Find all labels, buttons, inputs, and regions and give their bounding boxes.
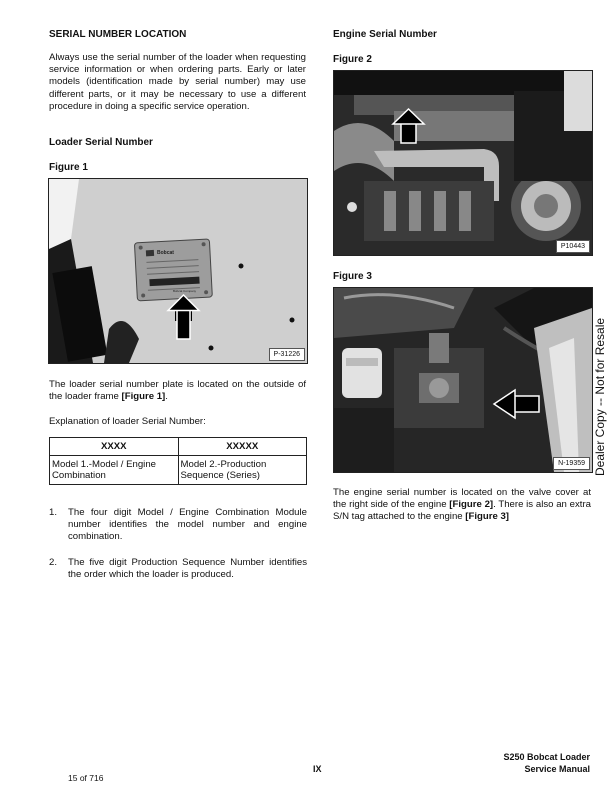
figure3-label: Figure 3 xyxy=(333,271,372,282)
list-item xyxy=(49,557,307,581)
page-roman-number: IX xyxy=(313,764,322,774)
loader-desc-text: The loader serial number plate is located on the outside of the loader frame xyxy=(49,379,306,403)
plate-company: Bobcat Company xyxy=(173,289,197,293)
intro-paragraph: Always use the serial number of the loader when requesting service information or when ordering parts. Early or later models (identification made by serial number) may use different parts, or it may be necessary to use a different procedure in doing a specific service operation. xyxy=(49,52,306,112)
list-text: The five digit Production Sequence Number identifies the order which the loader is produced. xyxy=(68,556,307,580)
engine-desc-text-2: . There is also an extra S/N tag attached to the engine xyxy=(333,499,591,523)
section-title: SERIAL NUMBER LOCATION xyxy=(49,29,187,40)
figure1-ref: [Figure 1] xyxy=(121,391,166,403)
figure2-image xyxy=(333,70,593,256)
engine-description xyxy=(333,487,591,524)
manual-title-line2: Service Manual xyxy=(524,764,590,774)
list-item xyxy=(49,507,307,544)
engine-photo xyxy=(334,71,592,255)
page-count: 15 of 716 xyxy=(68,773,104,783)
loader-description xyxy=(49,379,306,403)
table-header-sequence: XXXXX xyxy=(178,438,307,456)
loader-desc-end: . xyxy=(165,391,168,403)
list-number: 2. xyxy=(49,556,58,568)
figure3-id: N-19359 xyxy=(553,457,590,470)
figure2-ref: [Figure 2] xyxy=(449,499,494,511)
table-cell-model: Model 1.-Model / Engine Combination xyxy=(50,456,179,485)
figure2-label: Figure 2 xyxy=(333,54,372,65)
manual-title-line1: S250 Bobcat Loader xyxy=(503,752,590,762)
table-header-model: XXXX xyxy=(50,438,179,456)
side-note: Dealer Copy -- Not for Resale xyxy=(593,317,607,476)
explanation-text: Explanation of loader Serial Number: xyxy=(49,416,206,427)
serial-explanation-list xyxy=(49,507,307,594)
list-text: The four digit Model / Engine Combination Module number identifies the model number and engine combination. xyxy=(68,507,307,543)
engine-serial-heading: Engine Serial Number xyxy=(333,29,437,40)
loader-serial-heading: Loader Serial Number xyxy=(49,137,153,148)
engine-desc-text: The engine serial number is located on the valve cover at the right side of the engine xyxy=(333,487,591,511)
table-cell-sequence: Model 2.-Production Sequence (Series) xyxy=(178,456,307,485)
figure2-id: P10443 xyxy=(556,240,590,253)
figure1-id: P-31226 xyxy=(269,348,305,361)
manual-title xyxy=(503,751,590,775)
figure3-ref: [Figure 3] xyxy=(465,511,509,523)
engine-tag-photo xyxy=(334,288,592,472)
figure3-image xyxy=(333,287,593,473)
figure1-label: Figure 1 xyxy=(49,162,88,173)
list-number: 1. xyxy=(49,507,58,518)
serial-number-table xyxy=(49,437,307,485)
loader-frame-photo xyxy=(49,179,307,363)
plate-brand: Bobcat xyxy=(157,250,174,256)
figure1-image xyxy=(48,178,308,364)
